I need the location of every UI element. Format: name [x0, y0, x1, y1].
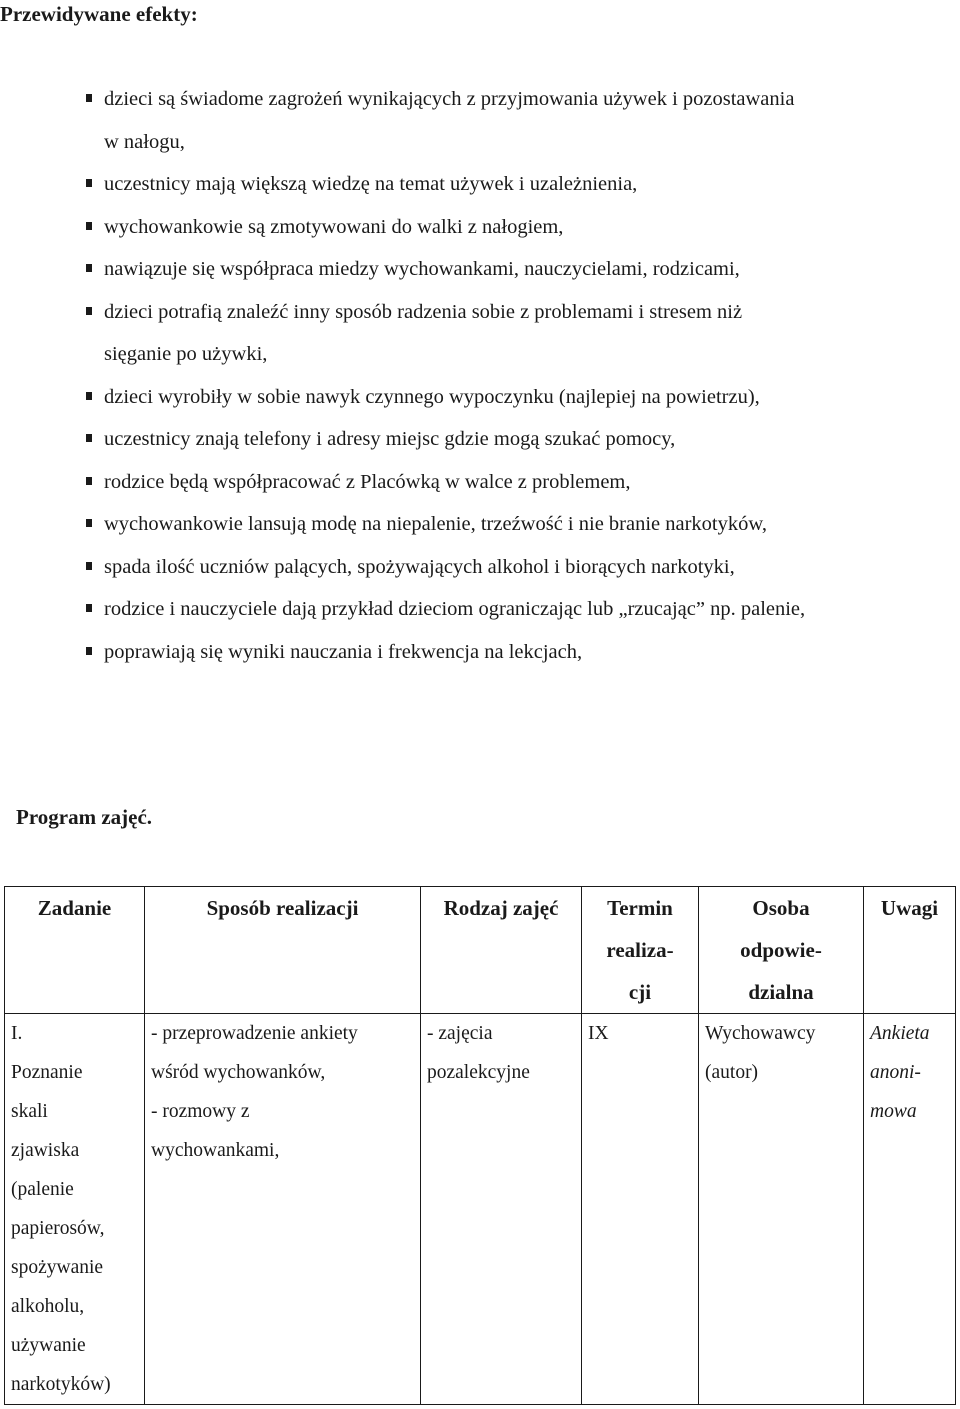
list-item: wychowankowie są zmotywowani do walki z nałogiem,: [84, 206, 954, 249]
table-header-row: [5, 887, 956, 1014]
list-item: uczestnicy mają większą wiedzę na temat używek i uzależnienia,: [84, 163, 954, 206]
header-uwagi: Uwagi: [864, 887, 956, 1014]
cell-termin: IX: [582, 1014, 699, 1405]
table-row: [5, 1014, 956, 1405]
program-table: [4, 886, 956, 1405]
header-termin: Termin realiza- cji: [582, 887, 699, 1014]
list-item: dzieci wyrobiły w sobie nawyk czynnego wypoczynku (najlepiej na powietrzu),: [84, 376, 954, 419]
list-item: wychowankowie lansują modę na niepalenie, trzeźwość i nie branie narkotyków,: [84, 503, 954, 546]
list-item: poprawiają się wyniki nauczania i frekwencja na lekcjach,: [84, 631, 954, 674]
header-rodzaj: Rodzaj zajęć: [421, 887, 582, 1014]
cell-osoba: Wychowawcy (autor): [699, 1014, 864, 1405]
cell-rodzaj: - zajęcia pozalekcyjne: [421, 1014, 582, 1405]
list-item: spada ilość uczniów palących, spożywających alkohol i biorących narkotyki,: [84, 546, 954, 589]
effects-list: [84, 78, 954, 673]
list-item-continuation: w nałogu,: [104, 130, 185, 153]
program-heading: Program zajęć.: [16, 805, 153, 829]
cell-zadanie: I. Poznanie skali zjawiska (palenie papierosów, spożywanie alkoholu, używanie narkotyków): [5, 1014, 145, 1405]
header-sposob: Sposób realizacji: [145, 887, 421, 1014]
header-osoba: Osoba odpowie- dzialna: [699, 887, 864, 1014]
list-item: rodzice będą współpracować z Placówką w walce z problemem,: [84, 461, 954, 504]
cell-uwagi: Ankieta anoni- mowa: [864, 1014, 956, 1405]
list-item: dzieci są świadome zagrożeń wynikających z przyjmowania używek i pozostawania w nałogu,: [84, 78, 954, 163]
list-item: nawiązuje się współpraca miedzy wychowankami, nauczycielami, rodzicami,: [84, 248, 954, 291]
effects-heading: Przewidywane efekty:: [0, 2, 198, 26]
cell-sposob: - przeprowadzenie ankiety wśród wychowanków, - rozmowy z wychowankami,: [145, 1014, 421, 1405]
list-item: dzieci potrafią znaleźć inny sposób radzenia sobie z problemami i stresem niż sięganie po używki,: [84, 291, 954, 376]
list-item-continuation: sięganie po używki,: [104, 343, 268, 365]
header-zadanie: Zadanie: [5, 887, 145, 1014]
list-item: rodzice i nauczyciele dają przykład dzieciom ograniczając lub „rzucając” np. palenie,: [84, 588, 954, 631]
list-item: uczestnicy znają telefony i adresy miejsc gdzie mogą szukać pomocy,: [84, 418, 954, 461]
